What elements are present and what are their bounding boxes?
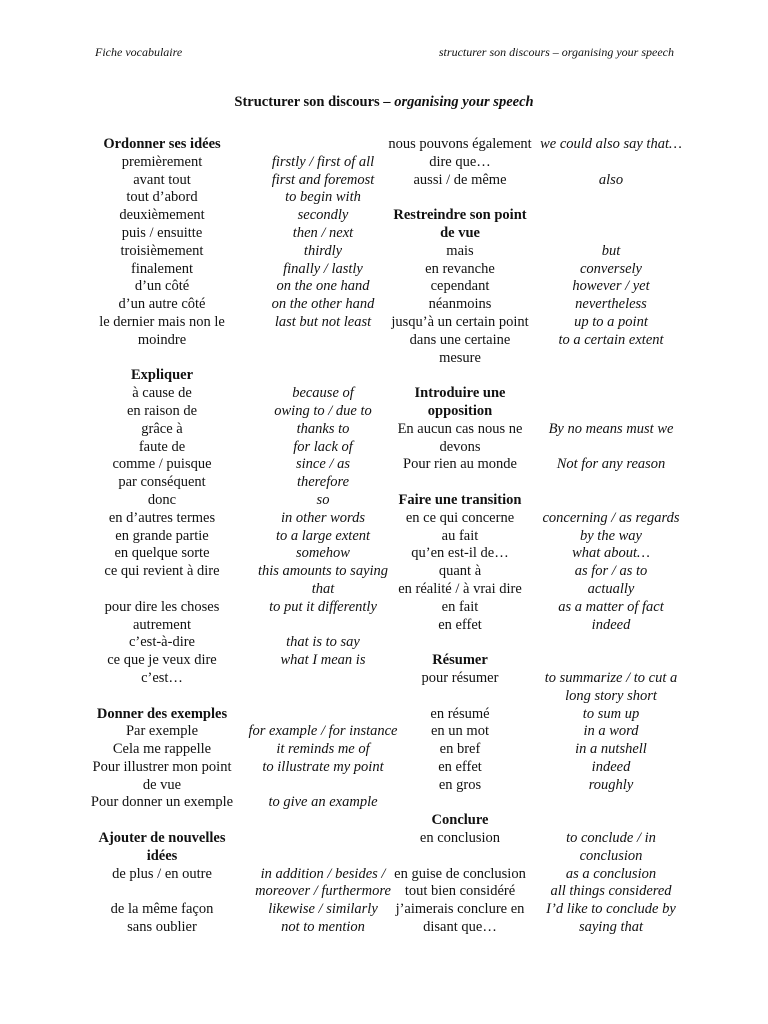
vocab-row — [88, 243, 436, 261]
vocab-fr: faute de — [138, 438, 186, 455]
vocab-row — [388, 278, 688, 296]
vocab-fr: finalement — [130, 260, 193, 277]
vocab-fr: Pour illustrer mon point de vue — [92, 758, 232, 793]
vocab-en: indeed — [591, 616, 631, 633]
vocab-fr: en revanche — [425, 260, 495, 277]
vocab-fr: à cause de — [132, 385, 192, 402]
vocab-fr: puis / ensuitte — [121, 224, 203, 241]
vocab-fr: sans oublier — [127, 919, 197, 936]
vocab-fr: pour résumer — [421, 669, 499, 686]
vocab-en: thirdly — [303, 242, 343, 259]
title-fr: Structurer son discours – — [234, 94, 391, 110]
vocab-fr: en d’autres termes — [108, 509, 216, 526]
vocab-en: also — [598, 171, 624, 188]
vocab-row — [88, 723, 436, 741]
vocab-row — [88, 866, 436, 902]
vocab-row — [388, 172, 688, 190]
vocab-fr: de la même façon — [110, 901, 214, 918]
vocab-row — [88, 652, 436, 688]
vocab-row — [388, 723, 688, 741]
vocab-en: to a large extent — [275, 527, 371, 544]
vocab-fr: quant à — [438, 563, 482, 580]
vocab-fr: nous pouvons également dire que… — [388, 136, 532, 170]
vocab-row — [88, 919, 436, 937]
vocab-row — [88, 225, 436, 243]
vocab-row — [388, 741, 688, 759]
vocab-en: to put it differently — [269, 598, 377, 615]
vocab-fr: le dernier mais non le moindre — [99, 313, 225, 348]
vocab-en: for example / for instance — [248, 723, 398, 740]
vocab-row — [88, 741, 436, 759]
vocab-en: nevertheless — [575, 296, 647, 313]
vocab-fr: en effet — [438, 758, 482, 775]
vocab-row — [88, 563, 436, 599]
vocab-fr: en bref — [439, 741, 481, 758]
vocab-en: in other words — [280, 509, 366, 526]
vocab-row — [388, 777, 688, 795]
vocab-en: finally / lastly — [283, 260, 363, 277]
vocab-fr: donc — [147, 491, 177, 508]
vocab-row — [388, 421, 688, 457]
vocab-en: to illustrate my point — [262, 758, 384, 775]
vocab-row — [388, 901, 688, 937]
vocab-en: in addition / besides / moreover / furthermore — [255, 865, 391, 900]
vocab-row — [388, 296, 688, 314]
vocab-row — [388, 759, 688, 777]
vocab-en: on the one hand — [276, 278, 370, 295]
vocab-fr: en effet — [438, 616, 482, 633]
section-heading: Ajouter de nouvelles idées — [98, 830, 226, 864]
vocab-en: indeed — [591, 758, 631, 775]
vocab-en: Not for any reason — [556, 456, 666, 473]
vocab-row — [88, 172, 436, 190]
vocab-en: I’d like to conclude by saying that — [546, 901, 676, 936]
section-heading: Restreindre son point de vue — [393, 207, 527, 241]
section-heading: Donner des exemples — [96, 705, 228, 722]
vocab-en: but — [601, 242, 621, 259]
vocab-fr: en gros — [438, 776, 482, 793]
vocab-en: to summarize / to cut a long story short — [544, 669, 678, 704]
left-column — [88, 136, 436, 937]
vocab-row — [88, 545, 436, 563]
vocab-fr: en grande partie — [115, 527, 209, 544]
header-right: structurer son discours – organising your speech — [438, 45, 674, 59]
vocab-fr: tout d’abord — [126, 189, 198, 206]
vocab-row — [88, 261, 436, 279]
vocab-row — [388, 581, 688, 599]
vocab-en: concerning / as regards — [542, 509, 680, 526]
vocab-fr: en un mot — [431, 723, 489, 740]
vocab-en: this amounts to saying that — [257, 563, 389, 597]
vocab-fr: en fait — [441, 598, 479, 615]
vocab-row — [388, 545, 688, 563]
section-heading: Ordonner ses idées — [103, 136, 221, 152]
vocab-en: on the other hand — [271, 296, 375, 313]
vocab-fr: aussi / de même — [413, 171, 507, 188]
vocab-row — [88, 207, 436, 225]
vocab-row — [88, 385, 436, 403]
vocab-fr: en conclusion — [419, 830, 501, 847]
vocab-row — [388, 883, 688, 901]
vocab-en: conversely — [580, 260, 642, 277]
vocab-fr: ce qui revient à dire — [104, 563, 220, 580]
vocab-en: last but not least — [274, 313, 372, 330]
vocab-fr: en résumé — [430, 705, 490, 722]
vocab-fr: Cela me rappelle — [112, 741, 212, 758]
vocab-fr: de plus / en outre — [112, 865, 212, 882]
vocab-fr: avant tout — [133, 171, 191, 188]
vocab-en: By no means must we — [548, 420, 674, 437]
vocab-row — [388, 599, 688, 617]
vocab-row — [388, 136, 688, 172]
vocab-en: so — [316, 491, 330, 508]
vocab-fr: Par exemple — [125, 723, 199, 740]
header-left: Fiche vocabulaire — [95, 45, 183, 59]
vocab-row — [88, 278, 436, 296]
vocab-row — [388, 563, 688, 581]
vocab-fr: en ce qui concerne — [405, 509, 515, 526]
vocab-row — [88, 189, 436, 207]
vocab-row — [388, 528, 688, 546]
vocab-en: then / next — [292, 224, 354, 241]
vocab-fr: tout bien considéré — [404, 883, 516, 900]
vocab-en: not to mention — [281, 919, 365, 936]
vocab-en: since / as — [296, 456, 350, 473]
vocab-fr: d’un autre côté — [118, 296, 206, 313]
vocab-row — [88, 421, 436, 439]
vocab-en: to give an example — [268, 794, 378, 811]
vocab-en: as a matter of fact — [558, 598, 664, 615]
vocab-en: it reminds me of — [276, 741, 370, 758]
section-heading: Faire une transition — [398, 491, 522, 508]
vocab-en: all things considered — [550, 883, 672, 900]
vocab-en: what I mean is — [280, 652, 366, 669]
vocab-fr: néanmoins — [428, 296, 492, 313]
vocab-fr: au fait — [441, 527, 479, 544]
vocab-fr: Pour rien au monde — [403, 456, 517, 473]
vocab-row — [88, 456, 436, 474]
vocab-fr: mais — [446, 242, 474, 259]
vocab-en: what about… — [572, 545, 650, 562]
vocab-row — [388, 617, 688, 635]
vocab-fr: en raison de — [126, 402, 198, 419]
vocab-row — [388, 866, 688, 884]
vocab-row — [388, 830, 688, 866]
vocab-row — [88, 794, 436, 812]
vocab-en: to a certain extent — [558, 331, 664, 348]
vocab-fr: comme / puisque — [112, 456, 212, 473]
vocab-en: by the way — [579, 527, 642, 544]
section-heading: Résumer — [432, 652, 488, 669]
vocab-row — [88, 759, 436, 795]
vocab-fr: deuxièmement — [119, 207, 205, 224]
vocab-fr: c’est-à-dire — [128, 634, 195, 651]
vocab-en: owing to / due to — [274, 402, 372, 419]
vocab-row — [388, 332, 688, 368]
section-heading: Introduire une opposition — [414, 385, 506, 419]
vocab-fr: Pour donner un exemple — [90, 794, 234, 811]
vocab-fr: pour dire les choses autrement — [104, 598, 220, 633]
vocab-en: actually — [587, 580, 635, 597]
vocab-fr: en quelque sorte — [114, 545, 210, 562]
vocab-en: secondly — [297, 207, 349, 224]
vocab-en: therefore — [296, 474, 350, 491]
vocab-row — [88, 528, 436, 546]
vocab-en: likewise / similarly — [268, 901, 378, 918]
vocab-fr: troisièmement — [120, 242, 204, 259]
vocab-en: in a word — [583, 723, 639, 740]
vocab-fr: grâce à — [141, 420, 183, 437]
vocab-en: we could also say that… — [540, 136, 682, 152]
section-heading: Conclure — [431, 812, 489, 829]
vocab-en: however / yet — [572, 278, 650, 295]
vocab-fr: cependant — [430, 278, 490, 295]
vocab-fr: en réalité / à vrai dire — [398, 580, 522, 597]
vocab-en: for lack of — [293, 438, 353, 455]
page-title — [0, 94, 768, 111]
vocab-en: first and foremost — [271, 171, 375, 188]
vocab-fr: j’aimerais conclure en disant que… — [395, 901, 525, 936]
vocab-en: to conclude / in conclusion — [566, 830, 656, 864]
vocab-fr: dans une certaine mesure — [409, 331, 511, 366]
vocab-fr: En aucun cas nous ne devons — [397, 420, 523, 455]
vocab-row — [88, 510, 436, 528]
vocab-fr: premièrement — [121, 153, 203, 170]
vocab-en: somehow — [296, 545, 350, 562]
vocab-row — [88, 901, 436, 919]
vocab-fr: qu’en est-il de… — [411, 545, 509, 562]
vocab-row — [88, 403, 436, 421]
vocab-en: as a conclusion — [565, 865, 657, 882]
vocab-en: thanks to — [296, 420, 350, 437]
vocab-row — [88, 492, 436, 510]
vocab-row — [388, 670, 688, 706]
vocab-row — [388, 510, 688, 528]
vocab-en: roughly — [588, 776, 634, 793]
vocab-fr: ce que je veux dire c’est… — [107, 652, 217, 686]
right-column — [388, 136, 688, 937]
vocab-en: to begin with — [285, 189, 361, 206]
vocab-fr: en guise de conclusion — [394, 865, 526, 882]
vocab-en: up to a point — [574, 313, 648, 330]
vocab-fr: par conséquent — [118, 474, 206, 491]
vocab-fr: jusqu’à un certain point — [391, 313, 529, 330]
vocab-row — [88, 154, 436, 172]
vocab-row — [388, 314, 688, 332]
vocab-fr: d’un côté — [134, 278, 190, 295]
vocab-en: that is to say — [286, 634, 360, 651]
vocab-row — [88, 314, 436, 350]
vocab-en: to sum up — [582, 705, 640, 722]
vocab-row — [388, 706, 688, 724]
vocab-en: as for / as to — [574, 563, 648, 580]
vocab-row — [88, 599, 436, 635]
vocab-en: because of — [292, 385, 354, 402]
vocab-en: firstly / first of all — [271, 153, 375, 170]
vocab-row — [88, 634, 436, 652]
vocab-row — [388, 243, 688, 261]
title-en: organising your speech — [394, 94, 534, 110]
vocab-row — [388, 261, 688, 279]
vocab-row — [388, 456, 688, 474]
vocab-en: in a nutshell — [575, 741, 647, 758]
vocab-row — [88, 439, 436, 457]
vocab-row — [88, 474, 436, 492]
section-heading: Expliquer — [130, 367, 194, 384]
vocab-row — [88, 296, 436, 314]
